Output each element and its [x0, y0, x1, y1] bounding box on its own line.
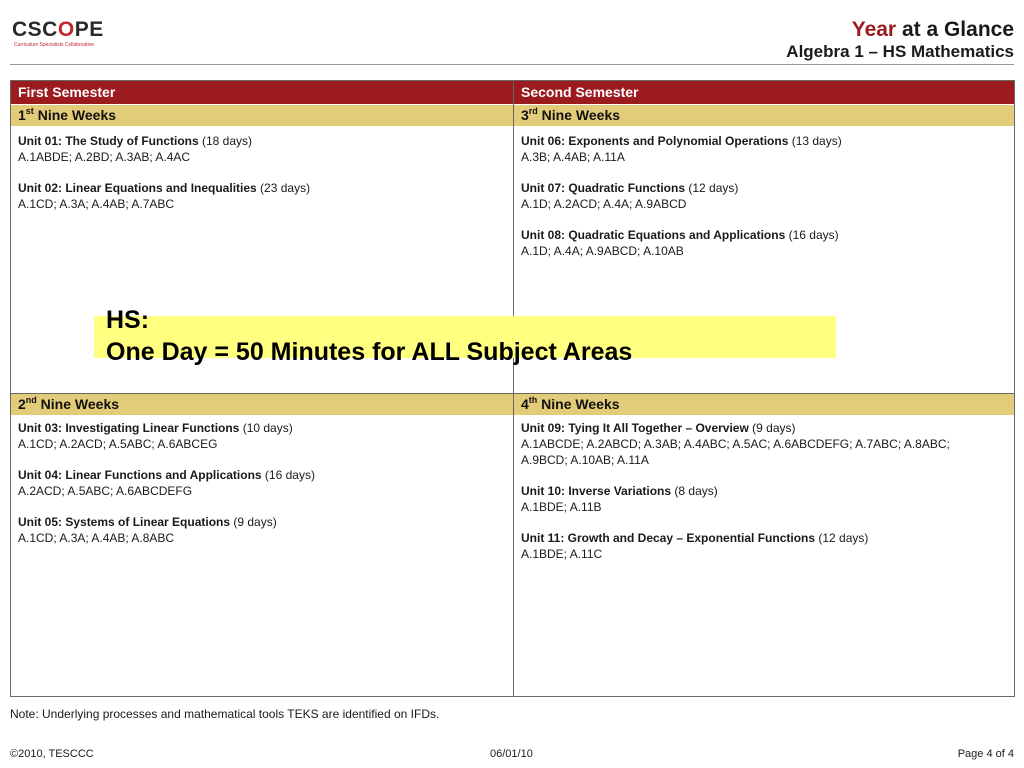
second-semester-header: Second Semester	[514, 81, 1014, 104]
footer-page-number: Page 4 of 4	[957, 748, 1014, 760]
cscope-logo	[4, 14, 104, 58]
quarter-2-units	[18, 420, 508, 561]
quarter-header-4: 4th Nine Weeks	[514, 394, 1014, 415]
year-grid	[10, 80, 1015, 697]
quarter-header-2: 2nd Nine Weeks	[11, 394, 513, 415]
logo-text: CSCOPE	[12, 18, 104, 41]
unit-item: Unit 04: Linear Functions and Applications (16 days) A.2ACD; A.5ABC; A.6ABCDEFG	[18, 468, 315, 498]
quarter-3-units	[521, 133, 1009, 274]
unit-item: Unit 08: Quadratic Equations and Applications (16 days) A.1D; A.4A; A.9ABCD; A.10AB	[521, 228, 839, 258]
quarter-4-units	[521, 420, 991, 577]
unit-item: Unit 07: Quadratic Functions (12 days) A.1D; A.2ACD; A.4A; A.9ABCD	[521, 181, 739, 211]
unit-item: Unit 03: Investigating Linear Functions (10 days) A.1CD; A.2ACD; A.5ABC; A.6ABCEG	[18, 421, 293, 451]
callout-line-1: HS:	[106, 306, 150, 334]
unit-item: Unit 05: Systems of Linear Equations (9 days) A.1CD; A.3A; A.4AB; A.8ABC	[18, 515, 277, 545]
footer-date: 06/01/10	[490, 748, 533, 760]
unit-item: Unit 09: Tying It All Together – Overview (9 days) A.1ABCDE; A.2ABCD; A.3AB; A.4ABC; A.5AC; A.6ABCDEFG; A.7ABC; A.8ABC; A.9BCD; A.10AB; A.11A	[521, 421, 950, 467]
unit-item: Unit 10: Inverse Variations (8 days) A.1BDE; A.11B	[521, 484, 718, 514]
footer-copyright: ©2010, TESCCC	[10, 748, 94, 760]
callout-line-2: One Day = 50 Minutes for ALL Subject Areas	[106, 338, 633, 366]
logo-tagline: Curriculum Specialists Collaborative	[14, 42, 95, 48]
unit-item: Unit 01: The Study of Functions (18 days) A.1ABDE; A.2BD; A.3AB; A.4AC	[18, 134, 253, 164]
first-semester-header: First Semester	[11, 81, 513, 104]
unit-item: Unit 06: Exponents and Polynomial Operations (13 days) A.3B; A.4AB; A.11A	[521, 134, 842, 164]
header-divider	[10, 64, 1014, 65]
footnote: Note: Underlying processes and mathematical tools TEKS are identified on IFDs.	[10, 707, 440, 721]
unit-item: Unit 02: Linear Equations and Inequalities (23 days) A.1CD; A.3A; A.4AB; A.7ABC	[18, 181, 311, 211]
quarter-header-3: 3rd Nine Weeks	[514, 105, 1014, 126]
page-title: Year at a Glance	[851, 18, 1014, 41]
unit-item: Unit 11: Growth and Decay – Exponential Functions (12 days) A.1BDE; A.11C	[521, 531, 869, 561]
grid-vertical-divider	[513, 81, 514, 696]
page-subtitle: Algebra 1 – HS Mathematics	[786, 42, 1014, 61]
quarter-header-1: 1st Nine Weeks	[11, 105, 513, 126]
quarter-1-units	[18, 133, 508, 227]
callout-text	[106, 304, 632, 368]
